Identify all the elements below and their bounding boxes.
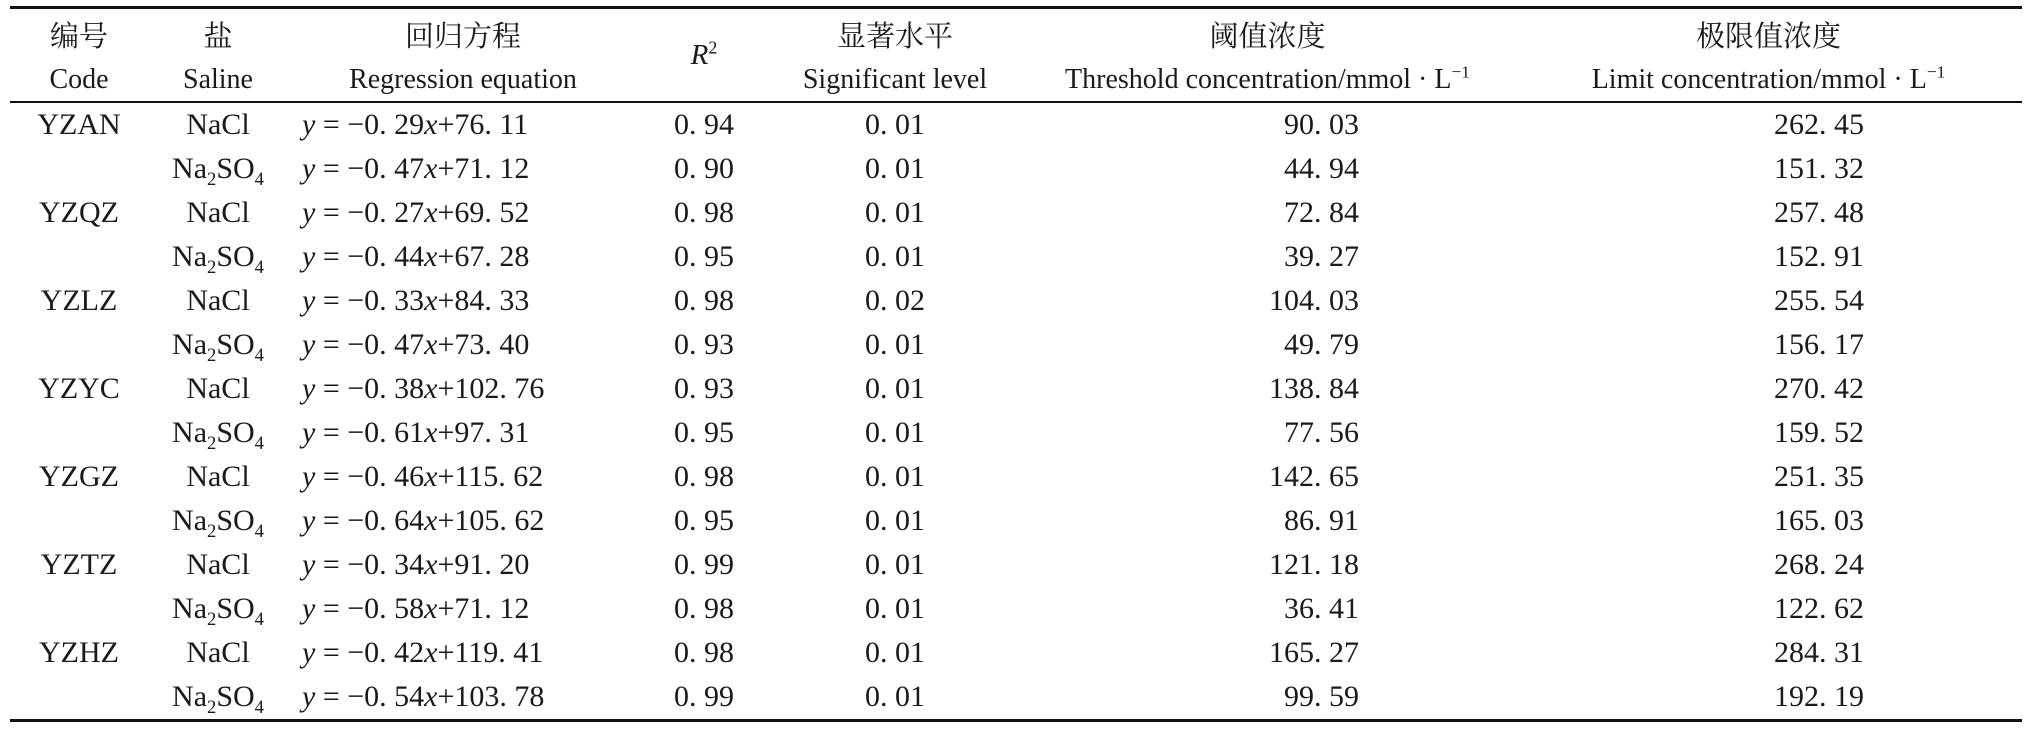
cell-threshold: 142. 65 [1269, 460, 1359, 493]
cell-equation: y = −0. 38x+102. 76 [302, 372, 545, 405]
cell-threshold: 99. 59 [1020, 675, 1515, 721]
cell-equation: y = −0. 29x+76. 11 [302, 108, 529, 141]
cell-salt: $Na_2SO_4$ [172, 416, 264, 454]
header-row-chinese [10, 8, 2022, 60]
cell-equation: y = −0. 33x+84. 33 [302, 284, 530, 317]
cell-code: YZAN [37, 108, 121, 141]
cell-threshold: 36. 41 [1284, 592, 1359, 625]
header-code-en: Code [10, 59, 148, 102]
cell-limit: 255. 54 [1774, 284, 1864, 317]
header-significance-en: Significant level [770, 59, 1020, 102]
cell-salt: NaCl [186, 548, 250, 581]
cell-r-squared: 0. 98 [674, 460, 734, 493]
cell-limit: 192. 19 [1515, 675, 2022, 721]
header-threshold-cn: 阈值浓度 [1020, 8, 1515, 60]
cell-r-squared: 0. 98 [674, 592, 734, 625]
cell-threshold: 86. 91 [1284, 504, 1359, 537]
cell-significance: 0. 01 [770, 675, 1020, 721]
cell-limit: 284. 31 [1774, 636, 1864, 669]
cell-salt: NaCl [186, 284, 250, 317]
cell-code: YZQZ [39, 196, 119, 229]
table-row [10, 102, 2022, 147]
header-equation-en: Regression equation [288, 59, 638, 102]
table-row [10, 147, 2022, 191]
cell-threshold: 39. 27 [1284, 240, 1359, 273]
limit-unit-exponent: −1 [1926, 62, 1946, 82]
table-row [10, 587, 2022, 631]
cell-salt: $Na_2SO_4$ [148, 675, 288, 721]
cell-significance: 0. 01 [865, 460, 925, 493]
cell-equation: y = −0. 44x+67. 28 [302, 240, 530, 273]
cell-salt: $Na_2SO_4$ [172, 328, 264, 366]
cell-threshold: 49. 79 [1284, 328, 1359, 361]
regression-table [10, 6, 2022, 722]
table-row [10, 455, 2022, 499]
cell-limit: 270. 42 [1774, 372, 1864, 405]
cell-threshold: 90. 03 [1284, 108, 1359, 141]
header-salt-cn: 盐 [148, 8, 288, 60]
limit-unit-text: Limit concentration/mmol · L [1591, 64, 1927, 95]
cell-r-squared: 0. 93 [674, 328, 734, 361]
cell-equation: y = −0. 42x+119. 41 [302, 636, 544, 669]
cell-r-squared: 0. 95 [674, 240, 734, 273]
cell-salt: NaCl [186, 196, 250, 229]
threshold-unit-text: Threshold concentration/mmol · L [1065, 64, 1452, 95]
cell-salt: NaCl [186, 636, 250, 669]
cell-threshold: 121. 18 [1269, 548, 1359, 581]
cell-equation: y = −0. 58x+71. 12 [302, 592, 530, 625]
cell-code: YZGZ [39, 460, 119, 493]
cell-limit: 151. 32 [1774, 152, 1864, 185]
header-r-squared [638, 8, 770, 103]
cell-r-squared: 0. 95 [674, 416, 734, 449]
header-row-english [10, 59, 2022, 102]
table-row [10, 279, 2022, 323]
cell-significance: 0. 01 [865, 636, 925, 669]
cell-equation: y = −0. 64x+105. 62 [302, 504, 545, 537]
cell-salt: NaCl [186, 372, 250, 405]
table-row [10, 191, 2022, 235]
table-body [10, 102, 2022, 721]
cell-limit: 122. 62 [1774, 592, 1864, 625]
header-limit-cn: 极限值浓度 [1515, 8, 2022, 60]
cell-code [10, 499, 148, 543]
cell-threshold: 165. 27 [1269, 636, 1359, 669]
cell-r-squared: 0. 94 [674, 108, 734, 141]
threshold-unit-exponent: −1 [1451, 62, 1470, 82]
cell-code: YZHZ [39, 636, 119, 669]
table-row [10, 543, 2022, 587]
cell-limit: 156. 17 [1774, 328, 1864, 361]
r-squared-exponent: 2 [708, 36, 718, 57]
cell-significance: 0. 01 [865, 416, 925, 449]
cell-significance: 0. 01 [865, 108, 925, 141]
cell-significance: 0. 02 [865, 284, 925, 317]
cell-limit: 251. 35 [1774, 460, 1864, 493]
cell-limit: 159. 52 [1774, 416, 1864, 449]
cell-code [10, 323, 148, 367]
cell-r-squared: 0. 90 [674, 152, 734, 185]
cell-r-squared: 0. 98 [674, 284, 734, 317]
cell-code [10, 235, 148, 279]
cell-salt: NaCl [186, 108, 250, 141]
cell-significance: 0. 01 [865, 372, 925, 405]
cell-code: YZLZ [40, 284, 118, 317]
table-row [10, 499, 2022, 543]
cell-r-squared: 0. 93 [674, 372, 734, 405]
cell-r-squared: 0. 99 [674, 548, 734, 581]
r-squared-base: R [690, 38, 709, 71]
cell-threshold: 44. 94 [1284, 152, 1359, 185]
header-equation-cn: 回归方程 [288, 8, 638, 60]
cell-significance: 0. 01 [865, 548, 925, 581]
cell-code [10, 587, 148, 631]
cell-threshold: 138. 84 [1269, 372, 1359, 405]
cell-equation: y = −0. 61x+97. 31 [302, 416, 530, 449]
cell-threshold: 72. 84 [1284, 196, 1359, 229]
cell-limit: 165. 03 [1774, 504, 1864, 537]
cell-threshold: 104. 03 [1269, 284, 1359, 317]
table-row [10, 411, 2022, 455]
cell-salt: $Na_2SO_4$ [172, 240, 264, 278]
cell-limit: 152. 91 [1774, 240, 1864, 273]
header-significance-cn: 显著水平 [770, 8, 1020, 60]
cell-limit: 257. 48 [1774, 196, 1864, 229]
cell-limit: 268. 24 [1774, 548, 1864, 581]
cell-salt: NaCl [186, 460, 250, 493]
cell-significance: 0. 01 [865, 328, 925, 361]
table-row [10, 631, 2022, 675]
cell-equation: y = −0. 46x+115. 62 [302, 460, 544, 493]
cell-r-squared: 0. 99 [638, 675, 770, 721]
cell-code: YZTZ [40, 548, 118, 581]
table-row [10, 323, 2022, 367]
header-code-cn: 编号 [10, 8, 148, 60]
cell-limit: 262. 45 [1774, 108, 1864, 141]
cell-threshold: 77. 56 [1284, 416, 1359, 449]
cell-r-squared: 0. 95 [674, 504, 734, 537]
cell-code [10, 411, 148, 455]
cell-salt: $Na_2SO_4$ [172, 152, 264, 190]
cell-significance: 0. 01 [865, 592, 925, 625]
cell-equation: y = −0. 54x+103. 78 [288, 675, 638, 721]
cell-equation: y = −0. 47x+73. 40 [302, 328, 530, 361]
cell-r-squared: 0. 98 [674, 196, 734, 229]
table-row [10, 675, 2022, 721]
header-threshold-en [1020, 59, 1515, 102]
table-row [10, 235, 2022, 279]
header-salt-en: Saline [148, 59, 288, 102]
cell-code [10, 147, 148, 191]
cell-significance: 0. 01 [865, 152, 925, 185]
cell-equation: y = −0. 27x+69. 52 [302, 196, 530, 229]
cell-significance: 0. 01 [865, 196, 925, 229]
table-header [10, 8, 2022, 103]
cell-significance: 0. 01 [865, 240, 925, 273]
cell-code [10, 675, 148, 721]
cell-salt: $Na_2SO_4$ [172, 592, 264, 630]
cell-significance: 0. 01 [865, 504, 925, 537]
cell-equation: y = −0. 47x+71. 12 [302, 152, 530, 185]
cell-equation: y = −0. 34x+91. 20 [302, 548, 530, 581]
header-limit-en [1515, 59, 2022, 102]
table-row [10, 367, 2022, 411]
cell-salt: $Na_2SO_4$ [172, 504, 264, 542]
cell-r-squared: 0. 98 [674, 636, 734, 669]
cell-code: YZYC [38, 372, 120, 405]
